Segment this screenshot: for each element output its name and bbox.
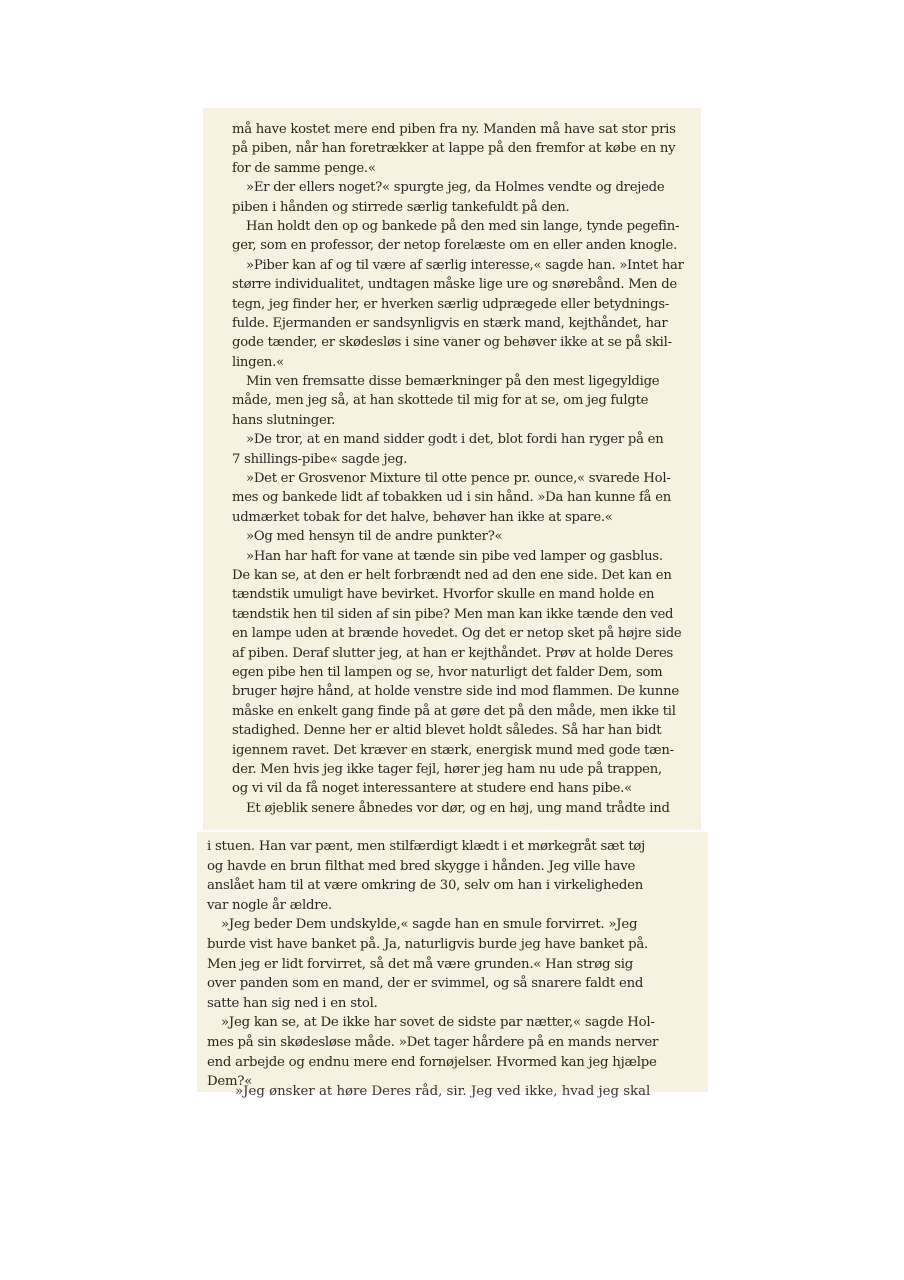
text-line: lingen.« xyxy=(232,354,284,370)
text-line: end arbejde og endnu mere end fornøjelser. Hvormed kan jeg hjælpe xyxy=(207,1054,657,1070)
text-line: gode tænder, er skødesløs i sine vaner og behøver ikke at se på skil- xyxy=(232,335,672,351)
text-line: måde, men jeg så, at han skottede til mig for at se, om jeg fulgte xyxy=(232,393,649,409)
text-line: piben i hånden og stirrede særlig tankefuldt på den. xyxy=(232,199,570,215)
text-line: Han holdt den op og bankede på den med sin lange, tynde pegefin- xyxy=(246,218,680,234)
text-line: over panden som en mand, der er svimmel, og så snarere faldt end xyxy=(207,976,644,992)
text-line: ger, som en professor, der netop forelæste om en eller anden knogle. xyxy=(232,238,678,254)
text-line: De kan se, at den er helt forbrændt ned ad den ene side. Det kan en xyxy=(232,567,672,583)
text-line: på piben, når han foretrækker at lappe på den fremfor at købe en ny xyxy=(232,141,676,157)
text-line: Men jeg er lidt forvirret, så det må være grunden.« Han strøg sig xyxy=(207,956,634,972)
text-line: tændstik umuligt have bevirket. Hvorfor skulle en mand holde en xyxy=(232,587,655,603)
text-line: 7 shillings-pibe« sagde jeg. xyxy=(232,451,408,467)
text-line: og havde en brun filthat med bred skygge i hånden. Jeg ville have xyxy=(207,858,636,874)
text-line: »Og med hensyn til de andre punkter?« xyxy=(246,529,503,545)
text-line: og vi vil da få noget interessantere at studere end hans pibe.« xyxy=(232,781,632,797)
text-line: der. Men hvis jeg ikke tager fejl, hører jeg ham nu ude på trappen, xyxy=(232,761,662,777)
text-line: »Jeg kan se, at De ikke har sovet de sidste par nætter,« sagde Hol- xyxy=(221,1015,655,1031)
text-line: anslået ham til at være omkring de 30, selv om han i virkeligheden xyxy=(207,878,644,894)
text-line: større individualitet, undtagen måske lige ure og snørebånd. Men de xyxy=(232,277,677,293)
cut-off-text-line: »Jeg ønsker at høre Deres råd, sir. Jeg ved ikke, hvad jeg skal xyxy=(235,1083,651,1099)
text-line: måske en enkelt gang finde på at gøre det på den måde, men ikke til xyxy=(232,703,676,719)
text-line: burde vist have banket på. Ja, naturligvis burde jeg have banket på. xyxy=(207,936,649,952)
text-line: må have kostet mere end piben fra ny. Manden må have sat stor pris xyxy=(232,122,676,137)
text-line: i stuen. Han var pænt, men stilfærdigt klædt i et mørkegråt sæt tøj xyxy=(207,839,646,854)
text-line: en lampe uden at brænde hovedet. Og det er netop sket på højre side xyxy=(232,626,682,642)
text-line: »Han har haft for vane at tænde sin pibe ved lamper og gasblus. xyxy=(246,548,663,564)
text-line: »De tror, at en mand sidder godt i det, blot fordi han ryger på en xyxy=(246,432,664,448)
text-line: mes på sin skødesløse måde. »Det tager hårdere på en mands nerver xyxy=(207,1034,659,1050)
text-line: satte han sig ned i en stol. xyxy=(207,995,378,1011)
text-line: »Piber kan af og til være af særlig interesse,« sagde han. »Intet har xyxy=(246,257,684,273)
text-line: Dem?« xyxy=(207,1074,253,1090)
page-scan-top xyxy=(203,108,701,830)
text-line: stadighed. Denne her er altid blevet holdt således. Så har han bidt xyxy=(232,723,662,739)
text-line: for de samme penge.« xyxy=(232,160,376,176)
text-line: var nogle år ældre. xyxy=(207,897,332,913)
text-line: bruger højre hånd, at holde venstre side ind mod flammen. De kunne xyxy=(232,684,679,700)
text-line: »Er der ellers noget?« spurgte jeg, da Holmes vendte og drejede xyxy=(246,180,665,196)
text-line: egen pibe hen til lampen og se, hvor naturligt det falder Dem, som xyxy=(232,664,663,680)
text-line: udmærket tobak for det halve, behøver han ikke at spare.« xyxy=(232,509,613,525)
text-line: hans slutninger. xyxy=(232,412,336,428)
text-line: Et øjeblik senere åbnedes vor dør, og en høj, ung mand trådte ind xyxy=(246,800,670,816)
text-line: igennem ravet. Det kræver en stærk, energisk mund med gode tæn- xyxy=(232,742,674,758)
text-line: Min ven fremsatte disse bemærkninger på den mest ligegyldige xyxy=(246,374,660,390)
text-line: »Jeg beder Dem undskylde,« sagde han en smule forvirret. »Jeg xyxy=(221,917,638,933)
page-scan-bottom xyxy=(197,832,708,1099)
text-line: mes og bankede lidt af tobakken ud i sin hånd. »Da han kunne få en xyxy=(232,490,672,506)
text-line: tændstik hen til siden af sin pibe? Men man kan ikke tænde den ved xyxy=(232,606,674,622)
text-line: tegn, jeg finder her, er hverken særlig udprægede eller betydnings- xyxy=(232,296,670,312)
text-line: af piben. Deraf slutter jeg, at han er kejthåndet. Prøv at holde Deres xyxy=(232,645,674,661)
text-line: »Det er Grosvenor Mixture til otte pence pr. ounce,« svarede Hol- xyxy=(246,471,671,487)
text-line: fulde. Ejermanden er sandsynligvis en stærk mand, kejthåndet, har xyxy=(232,315,668,331)
